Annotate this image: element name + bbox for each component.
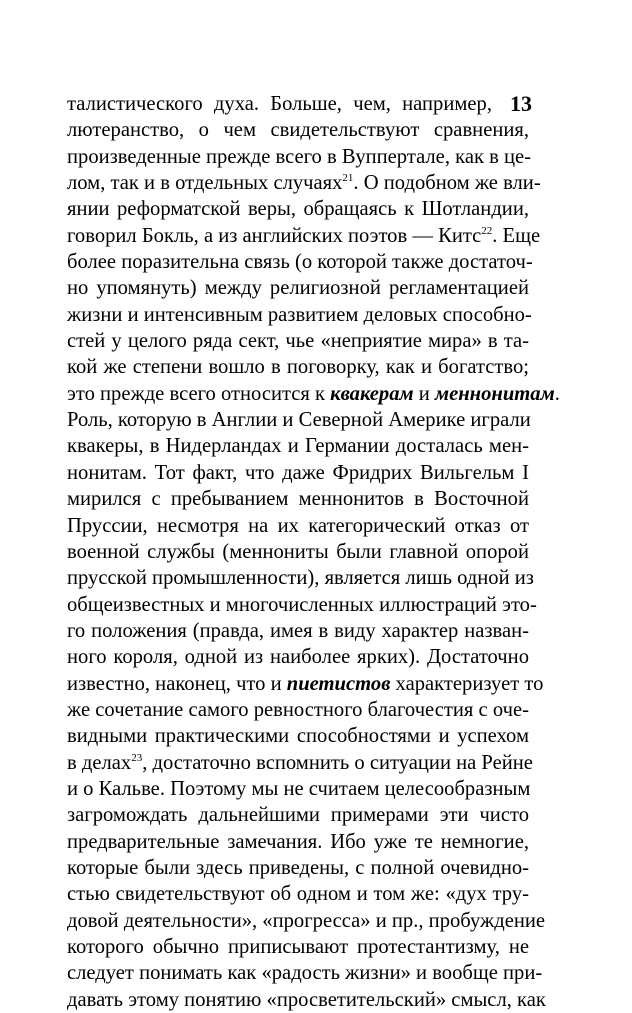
text-line xyxy=(67,908,546,934)
text-run: которого обычно приписывают протестантизму, не xyxy=(67,936,529,958)
text-line xyxy=(67,618,529,644)
text-run: давать этому понятию «просветительский» смысл, как xyxy=(67,988,546,1011)
text-run: произведенные прежде всего в Вуппертале, как в це- xyxy=(67,145,532,168)
text-line xyxy=(67,144,532,170)
page-number: 13 xyxy=(510,91,532,116)
text-line xyxy=(67,275,529,301)
text-line xyxy=(67,802,529,828)
text-run: ного короля, одной из наиболее ярких). Достаточно xyxy=(67,646,529,669)
text-line xyxy=(67,750,533,776)
text-run: в делах xyxy=(67,751,132,774)
footnote-ref: 22 xyxy=(481,224,493,237)
text-line xyxy=(67,697,529,723)
text-run: но упомянуть) между религиозной регламентацией xyxy=(67,277,529,300)
text-line xyxy=(67,328,529,354)
text-line xyxy=(67,592,537,618)
text-line xyxy=(67,460,529,486)
text-run: довой деятельности», «прогресса» и пр., пробуждение xyxy=(67,909,546,932)
text-line xyxy=(67,513,529,539)
text-run: мирился с пребыванием меннонитов в Восточной xyxy=(67,488,529,511)
text-line xyxy=(67,829,529,855)
text-run: известно, наконец, что и xyxy=(67,672,287,695)
text-run: Пруссии, несмотря на их категорический отказ от xyxy=(67,514,529,537)
text-line xyxy=(67,776,529,802)
text-line xyxy=(67,91,492,117)
text-run: военной службы (меннониты были главной опорой xyxy=(67,540,529,563)
text-line xyxy=(67,486,529,512)
emphasis-text: меннонитам xyxy=(434,382,555,405)
text-line xyxy=(67,407,529,433)
text-run: . xyxy=(554,382,560,405)
text-run: характеризует то xyxy=(390,672,544,695)
text-line xyxy=(67,170,541,196)
text-run: следует понимать как «радость жизни» и вообще при- xyxy=(67,962,543,985)
text-run: это прежде всего относится к xyxy=(67,382,331,405)
text-run: нонитам. Тот факт, что даже Фридрих Вильгельм I xyxy=(67,461,529,484)
text-run: го положения (правда, имея в виду характер назван- xyxy=(67,619,529,642)
footnote-ref: 23 xyxy=(131,751,143,764)
text-run: говорил Бокль, а из английских поэтов — Китс xyxy=(67,224,482,247)
text-run: которые были здесь приведены, с полной очевидно- xyxy=(67,856,529,879)
text-run: талистического духа. Больше, чем, например, xyxy=(67,93,492,115)
text-line xyxy=(67,249,533,275)
text-run: стей у целого ряда сект, чье «неприятие мира» в та- xyxy=(67,330,529,353)
text-run: лютеранство, о чем свидетельствуют сравнения, xyxy=(67,119,529,142)
text-line xyxy=(67,196,529,222)
text-run: , достаточно вспомнить о ситуации на Рейне xyxy=(142,751,533,774)
text-line xyxy=(67,671,544,697)
text-run: загромождать дальнейшими примерами эти чисто xyxy=(67,804,529,827)
text-line xyxy=(67,960,543,986)
text-line xyxy=(67,354,529,380)
text-line xyxy=(67,855,529,881)
text-line xyxy=(67,565,534,591)
text-run: и о Кальве. Поэтому мы не считаем целесообразным xyxy=(67,777,531,800)
text-line xyxy=(67,302,532,328)
text-run: квакеры, в Нидерландах и Германии досталась мен- xyxy=(67,435,529,458)
text-line xyxy=(67,381,560,407)
text-line xyxy=(67,723,529,749)
text-line xyxy=(67,117,529,143)
text-run: кой же степени вошло в поговорку, как и богатство; xyxy=(67,356,529,379)
footnote-ref: 21 xyxy=(342,172,354,185)
text-run: видными практическими способностями и успехом xyxy=(67,725,529,748)
text-run: прусской промышленности), является лишь одной из xyxy=(67,567,534,590)
text-run: Роль, которую в Англии и Северной Америке играли xyxy=(67,409,531,432)
body-text xyxy=(67,91,560,1013)
text-run: более поразительна связь (о которой также достаточ- xyxy=(67,251,533,274)
text-run: стью свидетельствуют об одном и том же: «дух тру- xyxy=(67,883,529,906)
text-run: и xyxy=(413,382,435,405)
text-run: общеизвестных и многочисленных иллюстраций это- xyxy=(67,593,537,616)
text-run: же сочетание самого ревностного благочестия с оче- xyxy=(67,698,529,721)
text-line xyxy=(67,881,529,907)
text-run: жизни и интенсивным развитием деловых способно- xyxy=(67,303,532,326)
text-line xyxy=(67,644,529,670)
emphasis-text: квакерам xyxy=(330,382,414,405)
text-run: янии реформатской веры, обращаясь к Шотландии, xyxy=(67,198,529,221)
text-run: лом, так и в отдельных случаях xyxy=(67,172,343,195)
text-run: . Еще xyxy=(492,224,541,247)
text-line xyxy=(67,539,529,565)
text-run: . О подобном же вли- xyxy=(353,172,541,195)
text-run: предварительные замечания. Ибо уже те немногие, xyxy=(67,830,529,853)
text-line xyxy=(67,223,541,249)
emphasis-text: пиетистов xyxy=(286,672,391,695)
text-line xyxy=(67,934,529,960)
text-line xyxy=(67,433,529,459)
